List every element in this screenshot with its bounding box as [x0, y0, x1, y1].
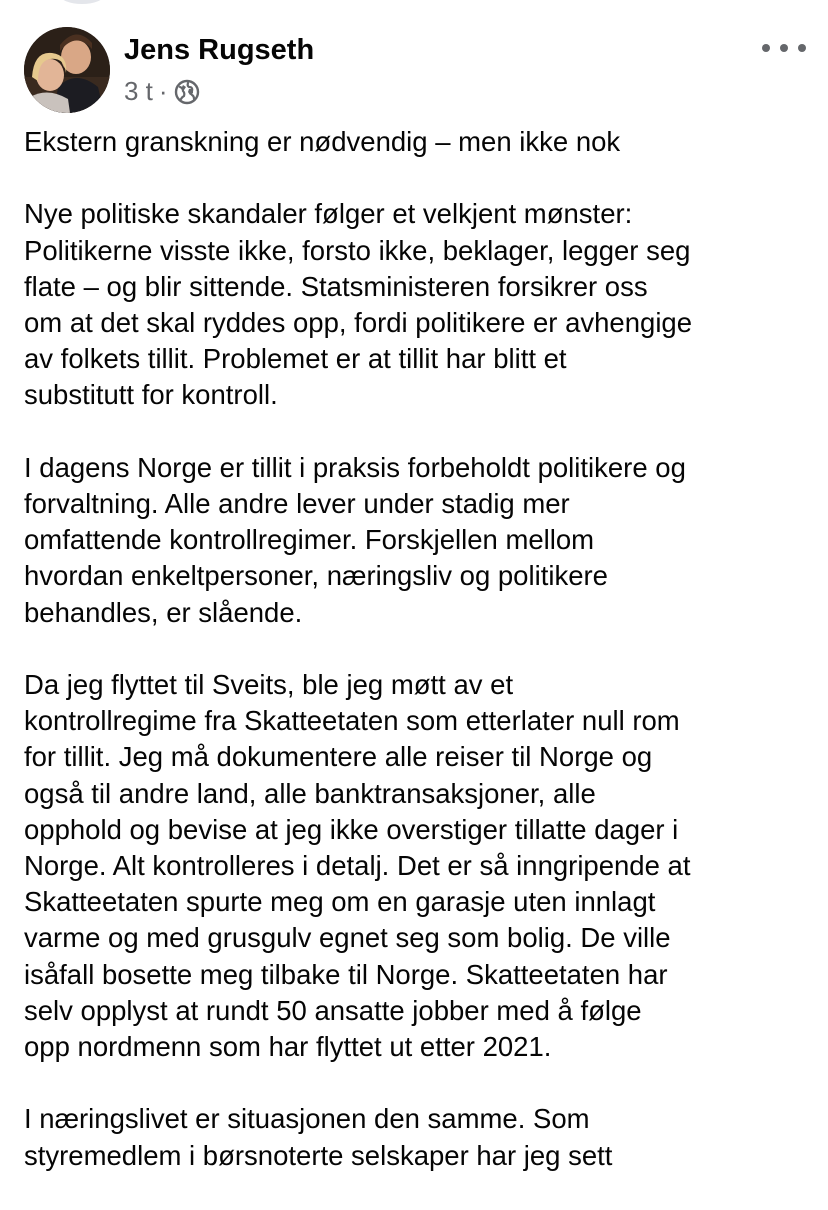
meta-separator: ·	[158, 76, 168, 106]
text-line: substitutt for kontroll.	[24, 379, 278, 411]
text-line: opphold og bevise at jeg ikke overstiger tillatte dager i	[24, 813, 679, 845]
text-line: flate – og blir sittende. Statsministeren forsikrer oss	[24, 270, 648, 302]
text-line: for tillit. Jeg må dokumentere alle reiser til Norge og	[24, 741, 653, 773]
more-dot	[780, 44, 788, 52]
text-line: også til andre land, alle banktransaksjoner, alle	[24, 777, 596, 809]
post-paragraph	[24, 1101, 814, 1173]
text-line: behandles, er slående.	[24, 596, 303, 628]
globe-icon[interactable]	[174, 79, 200, 105]
text-line: selv opplyst at rundt 50 ansatte jobber med å følge	[24, 994, 642, 1026]
post-paragraph	[24, 196, 814, 413]
text-line: av folkets tillit. Problemet er at tillit har blitt et	[24, 343, 567, 375]
avatar-photo-icon	[24, 27, 110, 113]
more-options-icon[interactable]	[762, 34, 806, 62]
text-line: Skatteetaten spurte meg om en garasje uten innlagt	[24, 886, 656, 918]
text-line: Politikerne visste ikke, forsto ikke, beklager, legger seg	[24, 234, 691, 266]
text-line: Ekstern granskning er nødvendig – men ikke nok	[24, 126, 621, 157]
post-header	[0, 0, 828, 120]
text-line: Da jeg flyttet til Sveits, ble jeg møtt av et	[24, 669, 514, 700]
text-line: omfattende kontrollregimer. Forskjellen mellom	[24, 524, 595, 556]
avatar[interactable]	[24, 27, 110, 113]
text-line: styremedlem i børsnoterte selskaper har jeg sett	[24, 1139, 613, 1171]
text-line: I næringslivet er situasjonen den samme. Som	[24, 1103, 590, 1135]
text-line: Norge. Alt kontrolleres i detalj. Det er så inngripende at	[24, 850, 691, 882]
text-line: varme og med grusgulv egnet seg som bolig. De ville	[24, 922, 671, 954]
author-name[interactable]: Jens Rugseth	[124, 34, 315, 66]
text-line: kontrollregime fra Skatteetaten som etterlater null rom	[24, 705, 680, 737]
text-line: opp nordmenn som har flyttet ut etter 2021.	[24, 1031, 552, 1063]
post-timestamp[interactable]: 3 t	[124, 76, 153, 106]
text-line: Nye politiske skandaler følger et velkjent mønster:	[24, 198, 633, 230]
post-body	[24, 124, 814, 1210]
text-line: hvordan enkeltpersoner, næringsliv og politikere	[24, 560, 608, 592]
text-line: I dagens Norge er tillit i praksis forbeholdt politikere og	[24, 451, 686, 483]
more-dot	[798, 44, 806, 52]
text-line: om at det skal ryddes opp, fordi politikere er avhengige	[24, 307, 693, 338]
more-dot	[762, 44, 770, 52]
post-paragraph	[24, 667, 814, 1065]
post-meta	[124, 76, 200, 107]
post-headline	[24, 124, 814, 160]
post-paragraph	[24, 450, 814, 631]
text-line: forvaltning. Alle andre lever under stadig mer	[24, 488, 570, 519]
text-line: isåfall bosette meg tilbake til Norge. Skatteetaten har	[24, 958, 668, 990]
